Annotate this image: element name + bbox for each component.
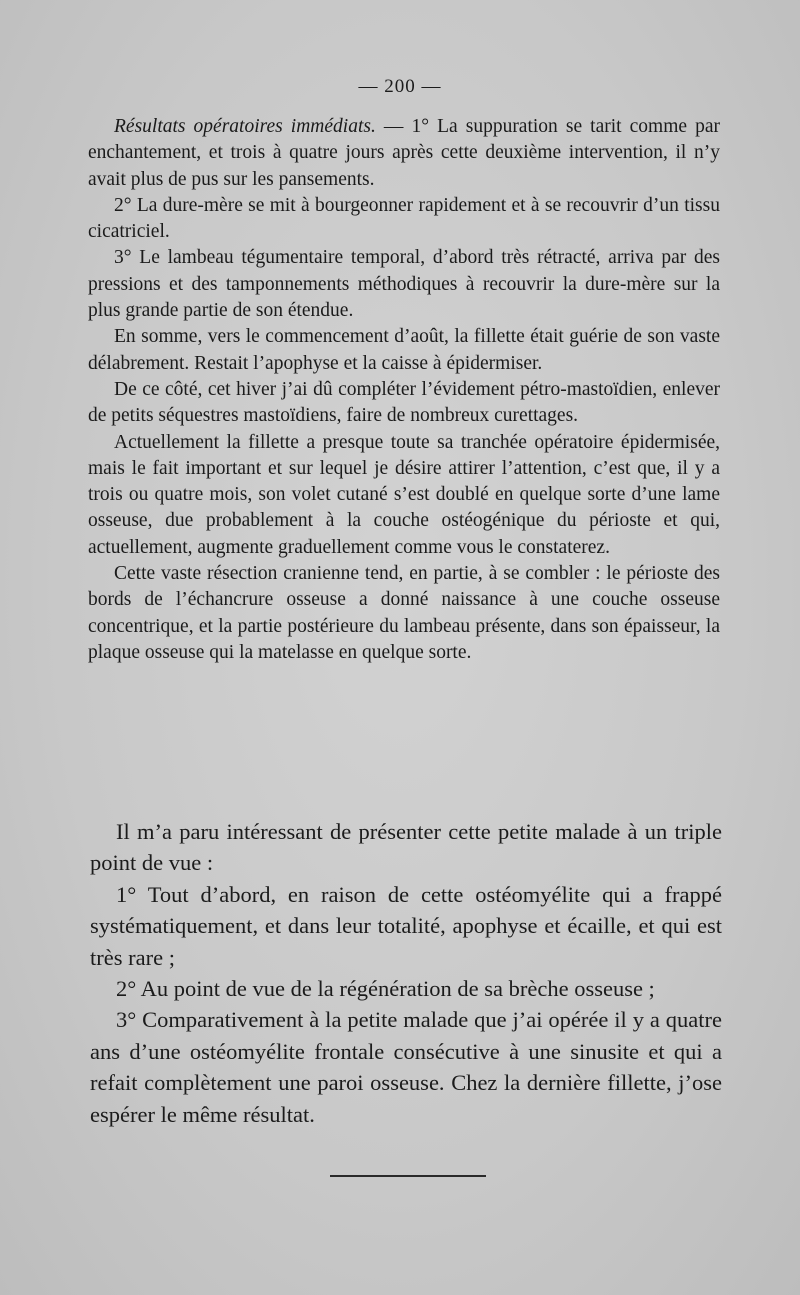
paragraph-current-state: Actuellement la fillette a presque toute sa tranchée opératoire épidermisée, mais le fait important et sur lequel je désire attirer l’attention, c’est que, il y a trois ou quatre mois, son volet cutané s’est doublé en quelque sorte d’une lame osseuse, due probablement à la couche ostéogénique du périoste et qui, actuellement, augmente graduellement comme vous le constaterez. <box>88 431 720 558</box>
paragraph-immediate-results <box>88 114 720 193</box>
operative-results-section <box>88 114 720 666</box>
paragraph-point-2: 2° Au point de vue de la régénération de sa brèche osseuse ; <box>116 976 655 1002</box>
run-in-heading: Résultats opératoires immédiats. <box>114 116 376 137</box>
conclusion-section <box>90 816 722 1130</box>
paragraph-flap: 3° Le lambeau tégumentaire temporal, d’abord très rétracté, arriva par des pressions et des tamponnements méthodiques à recouvrir la dure-mère sur la plus grande partie de son étendue. <box>88 247 720 322</box>
paragraph-point-1: 1° Tout d’abord, en raison de cette ostéomyélite qui a frappé systématiquement, et dans leur totalité, apophyse et écaille, et qui est très rare ; <box>90 881 722 970</box>
paragraph-summary: En somme, vers le commencement d’août, la fillette était guérie de son vaste délabrement. Restait l’apophyse et la caisse à épidermiser. <box>88 326 720 374</box>
paragraph-resection: Cette vaste résection cranienne tend, en partie, à se combler : le périoste des bords de l’échancrure osseuse a donné naissance à une couche osseuse concentrique, et la partie postérieure du lambeau présente, dans son épaisseur, la plaque osseuse qui la matelasse en quelque sorte. <box>88 563 720 663</box>
paragraph-intro: Il m’a paru intéressant de présenter cette petite malade à un triple point de vue : <box>90 819 722 876</box>
end-rule <box>330 1175 486 1177</box>
paragraph-text: — 1° La suppuration se tarit comme par enchantement, et trois à quatre jours après cette deuxième intervention, il n’y avait plus de pus sur les pansements. <box>88 116 720 190</box>
paragraph-winter-care: De ce côté, cet hiver j’ai dû compléter l’évidement pétro-mastoïdien, enlever de petits séquestres mastoïdiens, faire de nombreux curettages. <box>88 378 720 427</box>
paragraph-point-3: 3° Comparativement à la petite malade que j’ai opérée il y a quatre ans d’une ostéomyélite frontale consécutive à une sinusite et qui a refait complètement une paroi osseuse. Chez la dernière fillette, j’ose espérer le même résultat. <box>90 1007 722 1127</box>
page-number: — 200 — <box>358 76 442 97</box>
paragraph-dura-mater: 2° La dure-mère se mit à bourgeonner rapidement et à se recouvrir d’un tissu cicatriciel. <box>88 194 720 243</box>
